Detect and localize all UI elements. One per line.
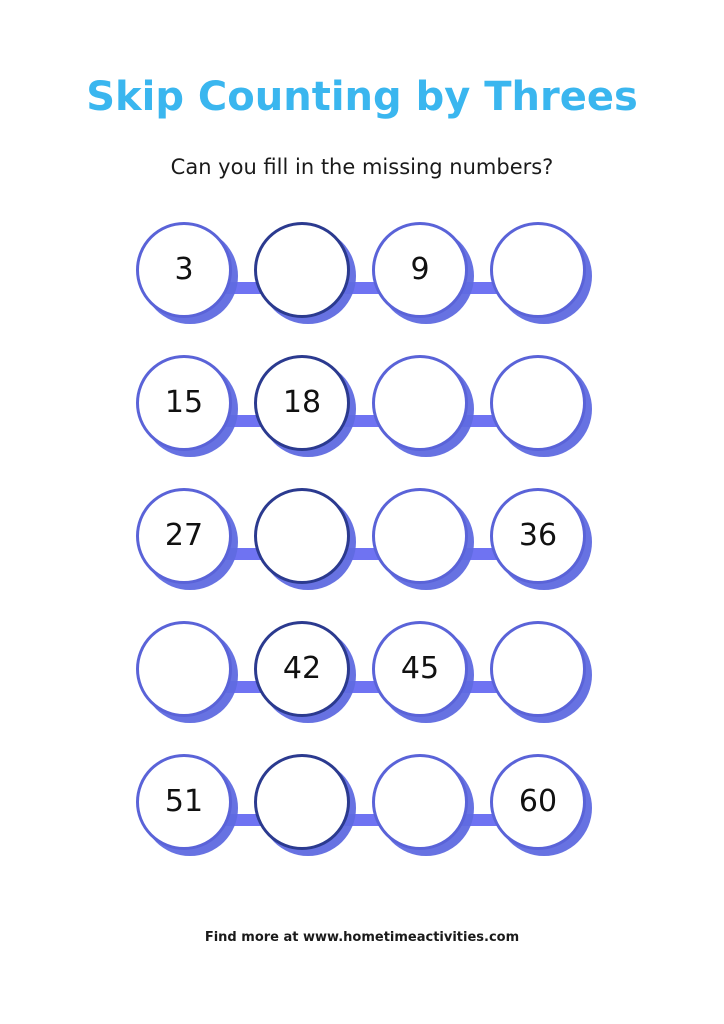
number-bubble[interactable]: [136, 621, 232, 717]
bubble-circle[interactable]: [490, 621, 586, 717]
bubble-circle[interactable]: [136, 488, 232, 584]
number-bubble[interactable]: [372, 488, 468, 584]
bubble-value: 15: [164, 385, 204, 420]
bubble-circle[interactable]: [136, 222, 232, 318]
number-bubble[interactable]: [490, 754, 586, 850]
bubble-value: 9: [410, 252, 430, 287]
bubble-circle[interactable]: [136, 754, 232, 850]
bubble-circle[interactable]: [254, 621, 350, 717]
number-bubble[interactable]: [136, 222, 232, 318]
number-bubble[interactable]: [490, 488, 586, 584]
bubble-row: [136, 488, 588, 621]
bubble-circle[interactable]: [254, 754, 350, 850]
number-bubble[interactable]: [372, 222, 468, 318]
bubble-circle[interactable]: [254, 222, 350, 318]
bubble-circle[interactable]: [136, 355, 232, 451]
bubble-value: 45: [400, 651, 440, 686]
page-subtitle: Can you fill in the missing numbers?: [170, 155, 554, 179]
number-bubble[interactable]: [490, 222, 586, 318]
bubble-circle[interactable]: [372, 355, 468, 451]
bubble-circle[interactable]: [372, 488, 468, 584]
bubble-circle[interactable]: [490, 222, 586, 318]
bubble-circle[interactable]: [254, 355, 350, 451]
bubble-circle[interactable]: [490, 488, 586, 584]
number-bubble[interactable]: [372, 621, 468, 717]
footer-credit: Find more at www.hometimeactivities.com: [204, 930, 520, 945]
number-bubble[interactable]: [136, 488, 232, 584]
bubble-row: [136, 222, 588, 355]
bubble-value: 51: [164, 784, 204, 819]
bubble-circle[interactable]: [254, 488, 350, 584]
number-bubble[interactable]: [254, 488, 350, 584]
bubble-row: [136, 754, 588, 887]
page-title: Skip Counting by Threes: [86, 74, 638, 120]
bubble-row: [136, 621, 588, 754]
bubble-circle[interactable]: [490, 754, 586, 850]
bubble-row: [136, 355, 588, 488]
bubble-circle[interactable]: [136, 621, 232, 717]
bubble-circle[interactable]: [372, 621, 468, 717]
bubble-value: 27: [164, 518, 204, 553]
number-bubble[interactable]: [372, 355, 468, 451]
bubble-circle[interactable]: [372, 754, 468, 850]
number-bubble[interactable]: [254, 621, 350, 717]
bubble-value: 36: [518, 518, 558, 553]
bubble-value: 42: [282, 651, 322, 686]
bubble-circle[interactable]: [372, 222, 468, 318]
bubble-value: 3: [174, 252, 194, 287]
bubble-rows: [0, 222, 724, 887]
bubble-circle[interactable]: [490, 355, 586, 451]
number-bubble[interactable]: [254, 355, 350, 451]
number-bubble[interactable]: [136, 355, 232, 451]
bubble-value: 60: [518, 784, 558, 819]
number-bubble[interactable]: [372, 754, 468, 850]
number-bubble[interactable]: [490, 621, 586, 717]
number-bubble[interactable]: [254, 222, 350, 318]
bubble-value: 18: [282, 385, 322, 420]
number-bubble[interactable]: [254, 754, 350, 850]
number-bubble[interactable]: [136, 754, 232, 850]
number-bubble[interactable]: [490, 355, 586, 451]
